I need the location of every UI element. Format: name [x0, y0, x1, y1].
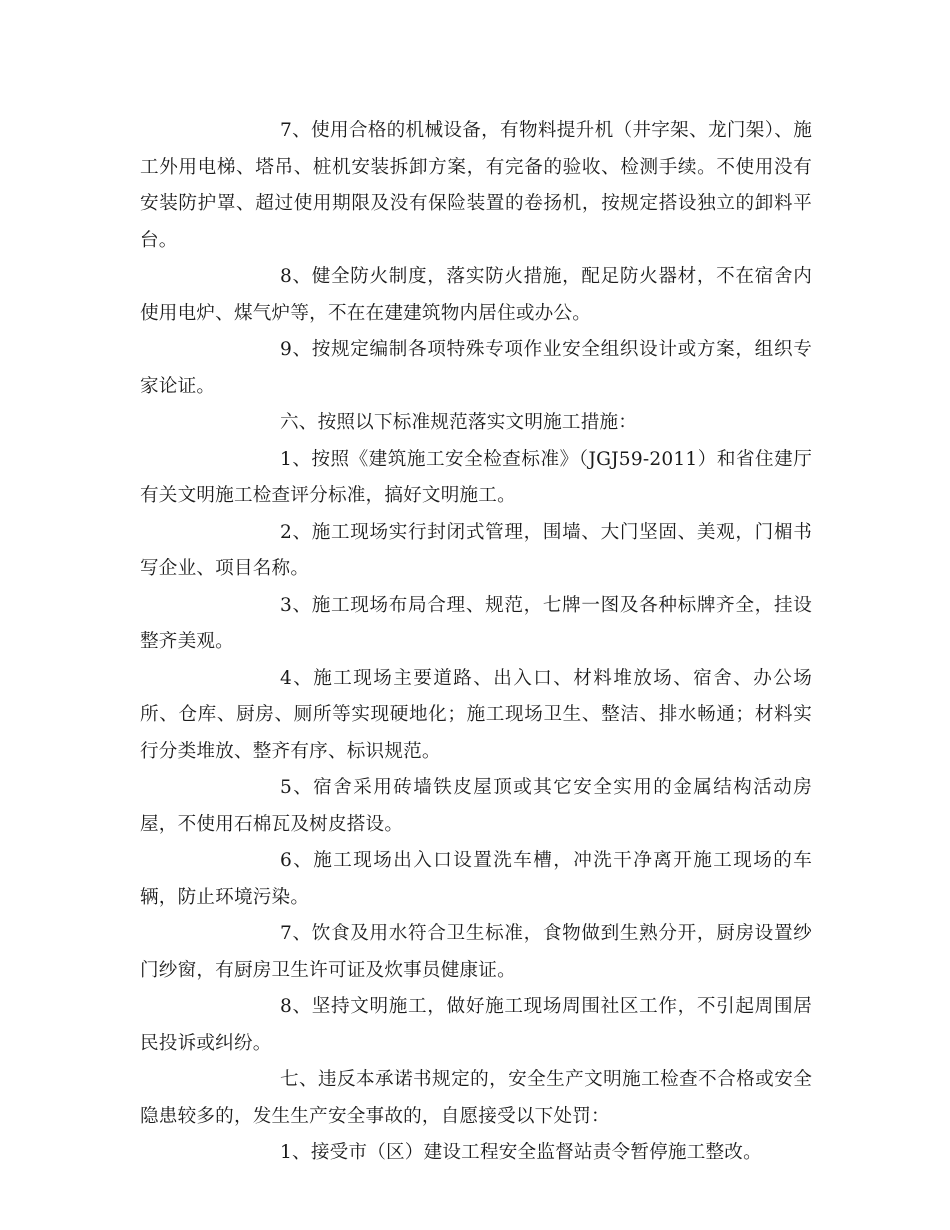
paragraph-item-9-special-plans: 9、按规定编制各项特殊专项作业安全组织设计或方案，组织专家论证。 — [140, 339, 812, 397]
section-heading-six: 六、按照以下标准规范落实文明施工措施： — [280, 412, 638, 433]
section-heading-seven: 七、违反本承诺书规定的，安全生产文明施工检查不合格或安全隐患较多的，发生生产安全事故的，自愿接受以下处罚： — [140, 1069, 812, 1127]
paragraph-civilized-6: 6、施工现场出入口设置洗车槽，冲洗干净离开施工现场的车辆，防止环境污染。 — [140, 850, 812, 908]
paragraph-penalty-1: 1、接受市（区）建设工程安全监督站责令暂停施工整改。 — [280, 1142, 762, 1163]
paragraph-item-7-equipment: 7、使用合格的机械设备，有物料提升机（井字架、龙门架）、施工外用电梯、塔吊、桩机安装拆卸方案，有完备的验收、检测手续。不使用没有安装防护罩、超过使用期限及没有保险装置的卷扬机，按规定搭设独立的卸料平台。 — [140, 120, 812, 251]
paragraph-civilized-5: 5、宿舍采用砖墙铁皮屋顶或其它安全实用的金属结构活动房屋，不使用石棉瓦及树皮搭设。 — [140, 777, 812, 835]
paragraph-item-8-fire-safety: 8、健全防火制度，落实防火措施，配足防火器材，不在宿舍内使用电炉、煤气炉等，不在在建建筑物内居住或办公。 — [140, 266, 812, 324]
paragraph-civilized-1: 1、按照《建筑施工安全检查标准》（JGJ59-2011）和省住建厅有关文明施工检查评分标准，搞好文明施工。 — [140, 448, 812, 506]
paragraph-civilized-2: 2、施工现场实行封闭式管理，围墙、大门坚固、美观，门楣书写企业、项目名称。 — [140, 521, 812, 579]
paragraph-civilized-7: 7、饮食及用水符合卫生标准，食物做到生熟分开，厨房设置纱门纱窗，有厨房卫生许可证及炊事员健康证。 — [140, 923, 812, 981]
paragraph-civilized-8: 8、坚持文明施工，做好施工现场周围社区工作，不引起周围居民投诉或纠纷。 — [140, 996, 812, 1054]
document-body — [140, 113, 812, 1172]
paragraph-civilized-4: 4、施工现场主要道路、出入口、材料堆放场、宿舍、办公场所、仓库、厨房、厕所等实现硬地化；施工现场卫生、整洁、排水畅通；材料实行分类堆放、整齐有序、标识规范。 — [140, 667, 812, 762]
paragraph-civilized-3: 3、施工现场布局合理、规范，七牌一图及各种标牌齐全，挂设整齐美观。 — [140, 594, 812, 652]
